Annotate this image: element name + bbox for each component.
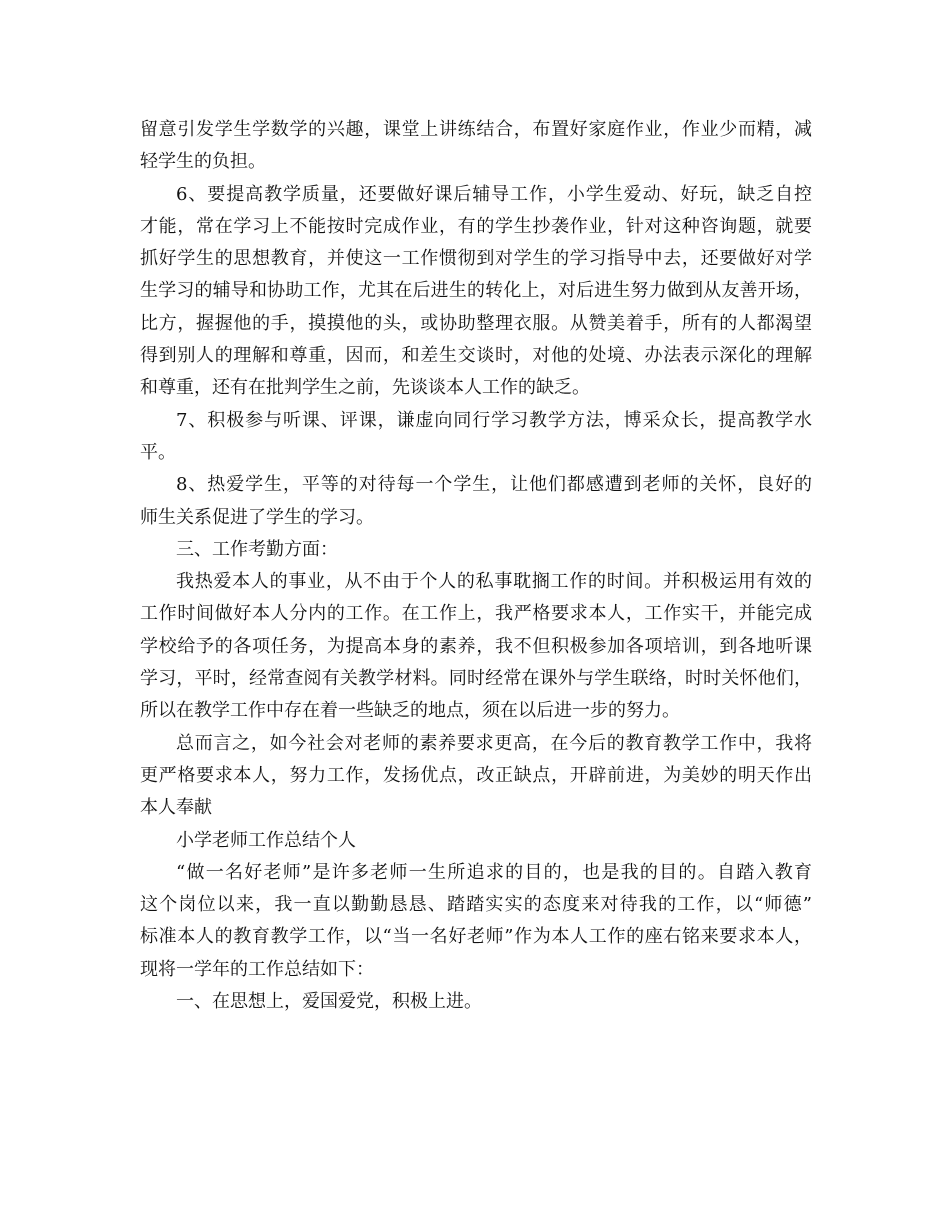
text-line: 学校给予的各项任务，为提高本身的素养，我不但积极参加各项培训，到各地听课	[140, 635, 812, 657]
text-line: 所以在教学工作中存在着一些缺乏的地点，须在以后进一步的努力。	[140, 700, 680, 722]
paragraph-start-line: 6、要提高教学质量，还要做好课后辅导工作，小学生爱动、好玩，缺乏自控	[176, 183, 812, 205]
paragraph-start-line: 总而言之，如今社会对老师的素养要求更高，在今后的教育教学工作中，我将	[176, 732, 812, 754]
section-heading: 三、工作考勤方面：	[176, 538, 338, 560]
text-line: 才能，常在学习上不能按时完成作业，有的学生抄袭作业，针对这种咨询题，就要	[140, 215, 812, 237]
text-line: 轻学生的负担。	[140, 151, 266, 173]
text-line: 现将一学年的工作总结如下：	[140, 958, 374, 980]
paragraph-start-line: 8、热爱学生，平等的对待每一个学生，让他们都感遭到老师的关怀，良好的	[176, 474, 812, 496]
document-title: 小学老师工作总结个人	[176, 829, 356, 851]
text-line: 本人奉献	[140, 797, 212, 819]
text-line: 留意引发学生学数学的兴趣，课堂上讲练结合，布置好家庭作业，作业少而精，减	[140, 119, 812, 140]
text-line: 师生关系促进了学生的学习。	[140, 506, 374, 528]
paragraph-start-line: 7、积极参与听课、评课，谦虚向同行学习教学方法，博采众长，提高教学水	[176, 409, 812, 431]
text-line: 标准本人的教育教学工作，以“当一名好老师”作为本人工作的座右铭来要求本人，	[140, 926, 812, 948]
document-body	[140, 114, 812, 1018]
text-line: 抓好学生的思想教育，并使这一工作惯彻到对学生的学习指导中去，还要做好对学	[140, 248, 812, 270]
text-line: 学习，平时，经常查阅有关教学材料。同时经常在课外与学生联络，时时关怀他们，	[140, 668, 812, 690]
text-line: 平。	[140, 441, 176, 463]
text-line: 更严格要求本人，努力工作，发扬优点，改正缺点，开辟前进，为美妙的明天作出	[140, 764, 812, 786]
text-line: 和尊重，还有在批判学生之前，先谈谈本人工作的缺乏。	[140, 377, 590, 399]
text-line: 比方，握握他的手，摸摸他的头，或协助整理衣服。从赞美着手，所有的人都渴望	[140, 312, 812, 334]
section-heading: 一、在思想上，爱国爱党，积极上进。	[176, 991, 482, 1013]
paragraph-start-line: 我热爱本人的事业，从不由于个人的私事耽搁工作的时间。并积极运用有效的	[176, 571, 812, 593]
paragraph-start-line: “做一名好老师”是许多老师一生所追求的目的，也是我的目的。自踏入教育	[176, 861, 812, 883]
text-line: 这个岗位以来，我一直以勤勤恳恳、踏踏实实的态度来对待我的工作，以“师德”	[140, 894, 812, 916]
text-line: 得到别人的理解和尊重，因而，和差生交谈时，对他的处境、办法表示深化的理解	[140, 345, 812, 367]
text-line: 生学习的辅导和协助工作，尤其在后进生的转化上，对后进生努力做到从友善开场，	[140, 280, 812, 302]
text-line: 工作时间做好本人分内的工作。在工作上，我严格要求本人，工作实干，并能完成	[140, 603, 812, 625]
